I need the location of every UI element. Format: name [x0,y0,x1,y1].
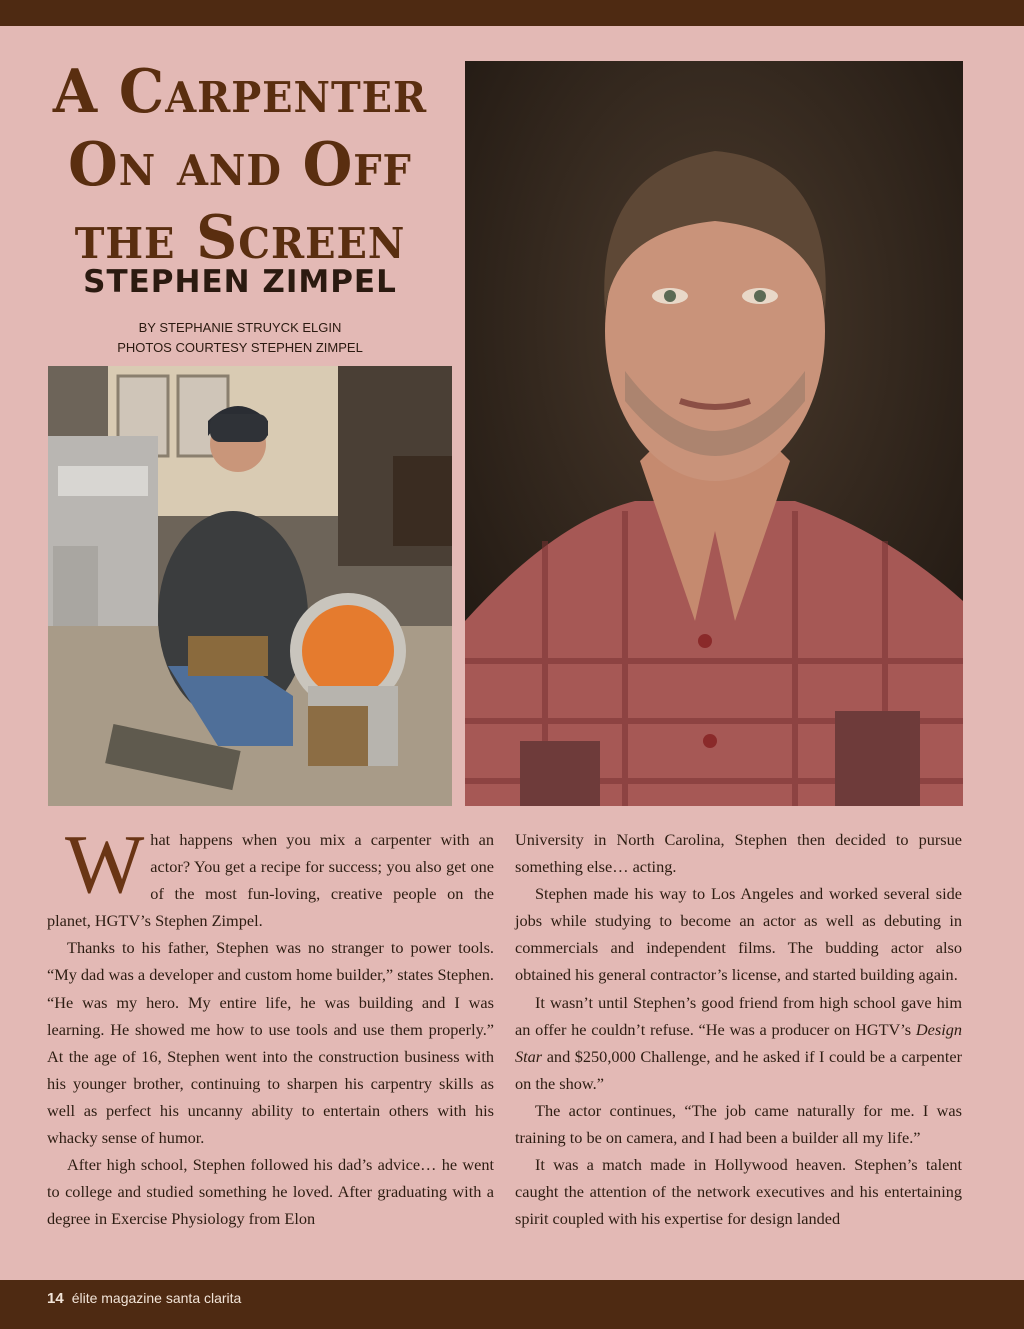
paragraph-5-text-a: It wasn’t until Stephen’s good friend from high school gave him an offer he couldn’t refuse. “He was a producer on HGTV’s [515,992,962,1039]
paragraph-3-continued: University in North Carolina, Stephen then decided to pursue something else… acting. [515,830,962,877]
photo-carpenter-at-saw [48,366,452,806]
paragraph-3: After high school, Stephen followed his dad’s advice… he went to college and studied something he loved. After graduating with a degree in Exercise Physiology from Elon [47,1155,494,1229]
photo-portrait [465,61,963,806]
article-column-left [47,818,494,1232]
paragraph-5 [515,989,962,1097]
paragraph-7: It was a match made in Hollywood heaven. Stephen’s talent caught the attention of the network executives and his entertaining spirit coupled with his expertise for design landed [515,1155,962,1229]
credits [40,318,440,358]
paragraph-1 [47,818,494,934]
headline-line-3: the Screen [74,203,406,273]
drop-cap: W [65,818,145,911]
photo-credit: PHOTOS COURTESY STEPHEN ZIMPEL [117,340,363,355]
paragraph-5-text-b: and $250,000 Challenge, and he asked if I could be a carpenter on the show.” [515,1046,962,1093]
page-folio [47,1290,241,1307]
magazine-name: élite magazine santa clarita [71,1290,242,1306]
top-band [0,0,1024,26]
article-headline [50,56,430,275]
paragraph-4: Stephen made his way to Los Angeles and worked several side jobs while studying to become an actor as well as debuting in commercials and independent films. The budding actor also obtained his general contractor’s license, and started building again. [515,884,962,985]
byline: BY STEPHANIE STRUYCK ELGIN [138,320,342,335]
paragraph-2: Thanks to his father, Stephen was no stranger to power tools. “My dad was a developer and custom home builder,” states Stephen. “He was my hero. My entire life, he was building and I was learning. He showed me how to use tools and use them properly.” At the age of 16, Stephen went into the construction business with his younger brother, continuing to sharpen his carpentry skills as well as perfect his uncanny ability to entertain others with his whacky sense of humor. [47,938,494,1148]
page-number: 14 [47,1290,64,1307]
headline-line-1: A Carpenter [52,57,428,127]
article-column-right [515,826,962,1232]
article-subhead: STEPHEN ZIMPEL [83,264,397,300]
paragraph-1-text: hat happens when you mix a carpenter with an actor? You get a recipe for success; you also get one of the most fun-loving, creative people on the planet, HGTV’s Stephen Zimpel. [47,830,494,931]
paragraph-6: The actor continues, “The job came naturally for me. I was training to be on camera, and I had been a builder all my life.” [515,1100,962,1148]
headline-line-2: On and Off [68,130,412,200]
show-title: Design Star [515,1019,962,1066]
